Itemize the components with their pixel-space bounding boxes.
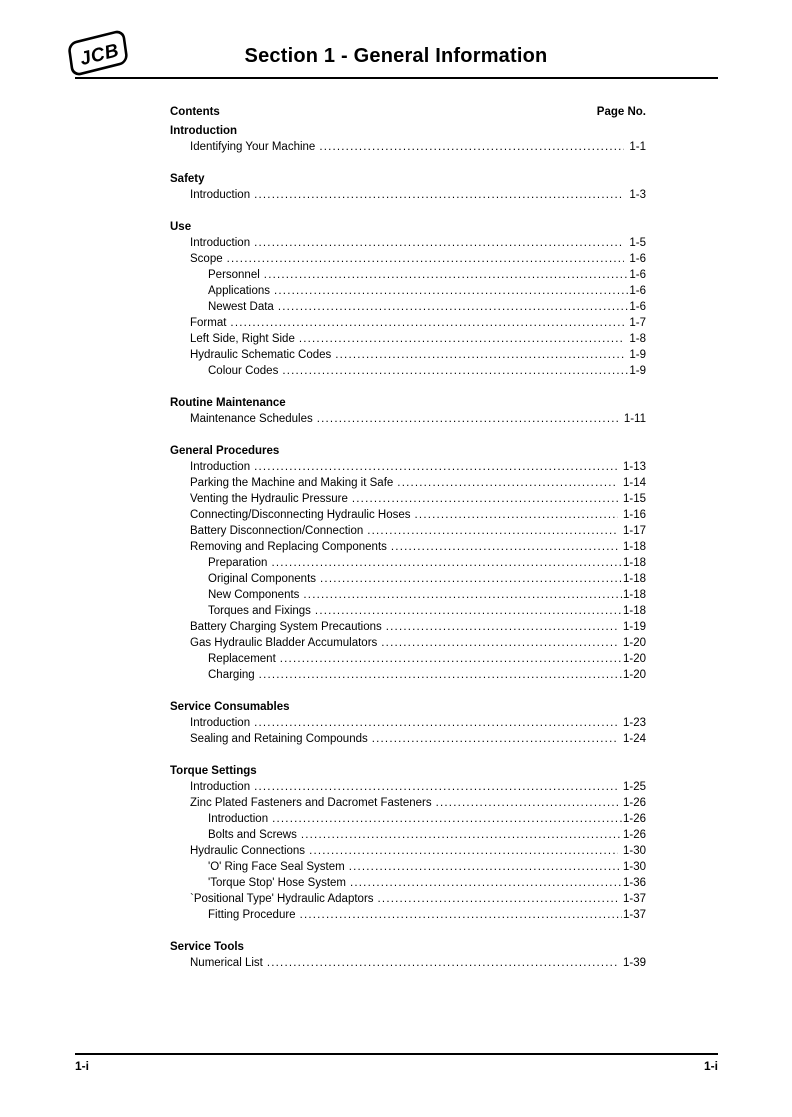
toc-entry-label: Introduction [190, 237, 251, 249]
toc-section-title: Introduction [170, 125, 238, 137]
toc-entry[interactable] [170, 827, 646, 843]
dot-leader [350, 875, 622, 891]
toc-section [170, 171, 646, 203]
toc-entry-label: Identifying Your Machine [190, 141, 316, 153]
toc-entry-label: Zinc Plated Fasteners and Dacromet Fasteners [190, 797, 432, 809]
toc-entry[interactable] [170, 475, 646, 491]
toc-entry-label: Hydraulic Connections [190, 845, 306, 857]
toc-section-title: Safety [170, 173, 205, 185]
toc-entry-page: 1-8 [629, 333, 646, 345]
dot-leader [282, 363, 628, 379]
toc-entry-label: Colour Codes [208, 365, 279, 377]
dot-leader [320, 571, 622, 587]
toc-entry-label: Bolts and Screws [208, 829, 297, 841]
toc-entry-label: Battery Charging System Precautions [190, 621, 382, 633]
toc-entry-label: Sealing and Retaining Compounds [190, 733, 368, 745]
toc-entry[interactable] [170, 907, 646, 923]
dot-leader [274, 283, 628, 299]
dot-leader [397, 475, 618, 491]
dot-leader [386, 619, 618, 635]
toc-entry-label: Maintenance Schedules [190, 413, 313, 425]
toc-section-items [170, 187, 646, 203]
dot-leader [254, 187, 624, 203]
toc-entry-label: Personnel [208, 269, 260, 281]
dot-leader [367, 523, 618, 539]
toc-entry[interactable] [170, 251, 646, 267]
toc-entry[interactable] [170, 523, 646, 539]
toc-entry-label: 'O' Ring Face Seal System [208, 861, 345, 873]
toc-entry-page: 1-6 [629, 301, 646, 313]
toc-entry[interactable] [170, 187, 646, 203]
toc-entry-page: 1-11 [623, 413, 646, 425]
toc-entry[interactable] [170, 891, 646, 907]
toc-entry[interactable] [170, 731, 646, 747]
toc-section-items [170, 411, 646, 427]
contents-label: Contents [170, 106, 220, 118]
toc-entry-page: 1-9 [629, 365, 646, 377]
toc-section-items [170, 779, 646, 923]
toc-entry-page: 1-30 [622, 861, 646, 873]
toc-entry[interactable] [170, 715, 646, 731]
toc-entry-page: 1-1 [629, 141, 646, 153]
toc-entry[interactable] [170, 347, 646, 363]
toc-entry[interactable] [170, 363, 646, 379]
toc-entry-label: New Components [208, 589, 300, 601]
dot-leader [436, 795, 618, 811]
table-of-contents [170, 104, 646, 971]
dot-leader [303, 587, 622, 603]
toc-section [170, 395, 646, 427]
dot-leader [254, 779, 618, 795]
toc-entry[interactable] [170, 411, 646, 427]
toc-entry-label: Venting the Hydraulic Pressure [190, 493, 348, 505]
toc-entry-label: Torques and Fixings [208, 605, 311, 617]
toc-entry-page: 1-5 [629, 237, 646, 249]
toc-entry-page: 1-20 [622, 653, 646, 665]
toc-entry-page: 1-26 [622, 797, 646, 809]
dot-leader [267, 955, 618, 971]
toc-entry[interactable] [170, 539, 646, 555]
dot-leader [254, 715, 618, 731]
toc-entry-label: 'Torque Stop' Hose System [208, 877, 346, 889]
toc-entry-label: Introduction [190, 781, 251, 793]
toc-entry-page: 1-13 [622, 461, 646, 473]
toc-entry-page: 1-6 [629, 285, 646, 297]
toc-entry-page: 1-30 [622, 845, 646, 857]
toc-entry-page: 1-20 [622, 669, 646, 681]
toc-entry[interactable] [170, 491, 646, 507]
toc-entry-page: 1-26 [622, 813, 646, 825]
toc-entry-page: 1-23 [622, 717, 646, 729]
toc-entry[interactable] [170, 651, 646, 667]
toc-section [170, 699, 646, 747]
toc-entry-page: 1-16 [622, 509, 646, 521]
dot-leader [391, 539, 618, 555]
page-title: Section 1 - General Information [244, 45, 548, 67]
toc-entry-page: 1-9 [629, 349, 646, 361]
toc-section-title: Routine Maintenance [170, 397, 286, 409]
toc-header-row [170, 104, 646, 120]
toc-entry[interactable] [170, 795, 646, 811]
toc-entry[interactable] [170, 955, 646, 971]
toc-entry-label: `Positional Type' Hydraulic Adaptors [190, 893, 374, 905]
toc-entry-label: Newest Data [208, 301, 274, 313]
toc-section-items [170, 459, 646, 683]
toc-entry-page: 1-18 [622, 605, 646, 617]
toc-entry-page: 1-14 [622, 477, 646, 489]
toc-entry-page: 1-18 [622, 573, 646, 585]
toc-entry-page: 1-39 [622, 957, 646, 969]
toc-entry-label: Preparation [208, 557, 268, 569]
toc-section [170, 443, 646, 683]
toc-entry-label: Parking the Machine and Making it Safe [190, 477, 394, 489]
toc-entry-label: Hydraulic Schematic Codes [190, 349, 332, 361]
footer-divider [75, 1053, 718, 1055]
toc-section-title: Torque Settings [170, 765, 257, 777]
toc-entry-label: Original Components [208, 573, 317, 585]
dot-leader [280, 651, 622, 667]
dot-leader [299, 331, 625, 347]
toc-entry-label: Introduction [190, 189, 251, 201]
toc-entry-label: Left Side, Right Side [190, 333, 295, 345]
page-no-label: Page No. [596, 106, 646, 118]
svg-text:JCB: JCB [77, 40, 122, 71]
toc-entry[interactable] [170, 299, 646, 315]
toc-entry[interactable] [170, 843, 646, 859]
header-divider [75, 77, 718, 79]
dot-leader [259, 667, 622, 683]
dot-leader [381, 635, 618, 651]
footer-page-number-right: 1-i [703, 1059, 718, 1073]
toc-entry-page: 1-15 [622, 493, 646, 505]
toc-entry[interactable] [170, 507, 646, 523]
toc-entry-page: 1-20 [622, 637, 646, 649]
toc-entry-page: 1-18 [622, 589, 646, 601]
dot-leader [230, 315, 624, 331]
toc-entry-label: Introduction [208, 813, 269, 825]
toc-entry-page: 1-37 [622, 893, 646, 905]
toc-section [170, 123, 646, 155]
toc-entry-page: 1-18 [622, 557, 646, 569]
dot-leader [315, 603, 622, 619]
toc-entry-page: 1-25 [622, 781, 646, 793]
dot-leader [254, 459, 618, 475]
toc-entry[interactable] [170, 283, 646, 299]
toc-entry[interactable] [170, 635, 646, 651]
toc-section-title: Service Tools [170, 941, 244, 953]
toc-section-title: Service Consumables [170, 701, 290, 713]
toc-entry-label: Introduction [190, 717, 251, 729]
toc-entry-label: Format [190, 317, 227, 329]
toc-entry-page: 1-3 [629, 189, 646, 201]
dot-leader [278, 299, 629, 315]
toc-entry-page: 1-19 [622, 621, 646, 633]
toc-section [170, 763, 646, 923]
dot-leader [415, 507, 618, 523]
toc-entry[interactable] [170, 859, 646, 875]
dot-leader [317, 411, 619, 427]
toc-entry-label: Charging [208, 669, 255, 681]
dot-leader [372, 731, 618, 747]
dot-leader [271, 555, 622, 571]
toc-entry-label: Applications [208, 285, 271, 297]
toc-entry-page: 1-26 [622, 829, 646, 841]
toc-entry[interactable] [170, 811, 646, 827]
toc-entry-page: 1-24 [622, 733, 646, 745]
toc-entry-label: Battery Disconnection/Connection [190, 525, 364, 537]
dot-leader [349, 859, 622, 875]
toc-entry-page: 1-6 [629, 253, 646, 265]
dot-leader [272, 811, 622, 827]
toc-section-items [170, 139, 646, 155]
toc-section [170, 219, 646, 379]
toc-entry[interactable] [170, 315, 646, 331]
dot-leader [254, 235, 624, 251]
toc-entry-label: Connecting/Disconnecting Hydraulic Hoses [190, 509, 411, 521]
toc-entry-page: 1-6 [629, 269, 646, 281]
toc-entry[interactable] [170, 571, 646, 587]
toc-sections [170, 123, 646, 971]
toc-entry-label: Removing and Replacing Components [190, 541, 387, 553]
toc-entry-page: 1-37 [622, 909, 646, 921]
toc-entry-page: 1-17 [622, 525, 646, 537]
toc-section-title: Use [170, 221, 192, 233]
footer-page-number-left: 1-i [75, 1059, 90, 1073]
toc-entry[interactable] [170, 619, 646, 635]
dot-leader [300, 907, 622, 923]
toc-entry-label: Replacement [208, 653, 276, 665]
toc-entry-page: 1-36 [622, 877, 646, 889]
dot-leader [301, 827, 622, 843]
toc-section [170, 939, 646, 971]
toc-entry[interactable] [170, 603, 646, 619]
toc-entry[interactable] [170, 459, 646, 475]
toc-entry[interactable] [170, 235, 646, 251]
toc-section-items [170, 235, 646, 379]
toc-entry[interactable] [170, 667, 646, 683]
toc-entry-label: Scope [190, 253, 223, 265]
toc-section-items [170, 955, 646, 971]
toc-entry[interactable] [170, 139, 646, 155]
dot-leader [319, 139, 624, 155]
dot-leader [335, 347, 624, 363]
toc-entry-label: Fitting Procedure [208, 909, 296, 921]
dot-leader [309, 843, 618, 859]
toc-entry[interactable] [170, 331, 646, 347]
toc-section-title: General Procedures [170, 445, 280, 457]
dot-leader [378, 891, 618, 907]
toc-entry[interactable] [170, 587, 646, 603]
toc-entry[interactable] [170, 875, 646, 891]
toc-entry-label: Introduction [190, 461, 251, 473]
toc-entry-label: Numerical List [190, 957, 263, 969]
dot-leader [227, 251, 625, 267]
toc-entry[interactable] [170, 267, 646, 283]
toc-section-items [170, 715, 646, 747]
toc-entry-label: Gas Hydraulic Bladder Accumulators [190, 637, 378, 649]
dot-leader [352, 491, 618, 507]
dot-leader [264, 267, 629, 283]
toc-entry-page: 1-7 [629, 317, 646, 329]
toc-entry[interactable] [170, 779, 646, 795]
toc-entry-page: 1-18 [622, 541, 646, 553]
toc-entry[interactable] [170, 555, 646, 571]
